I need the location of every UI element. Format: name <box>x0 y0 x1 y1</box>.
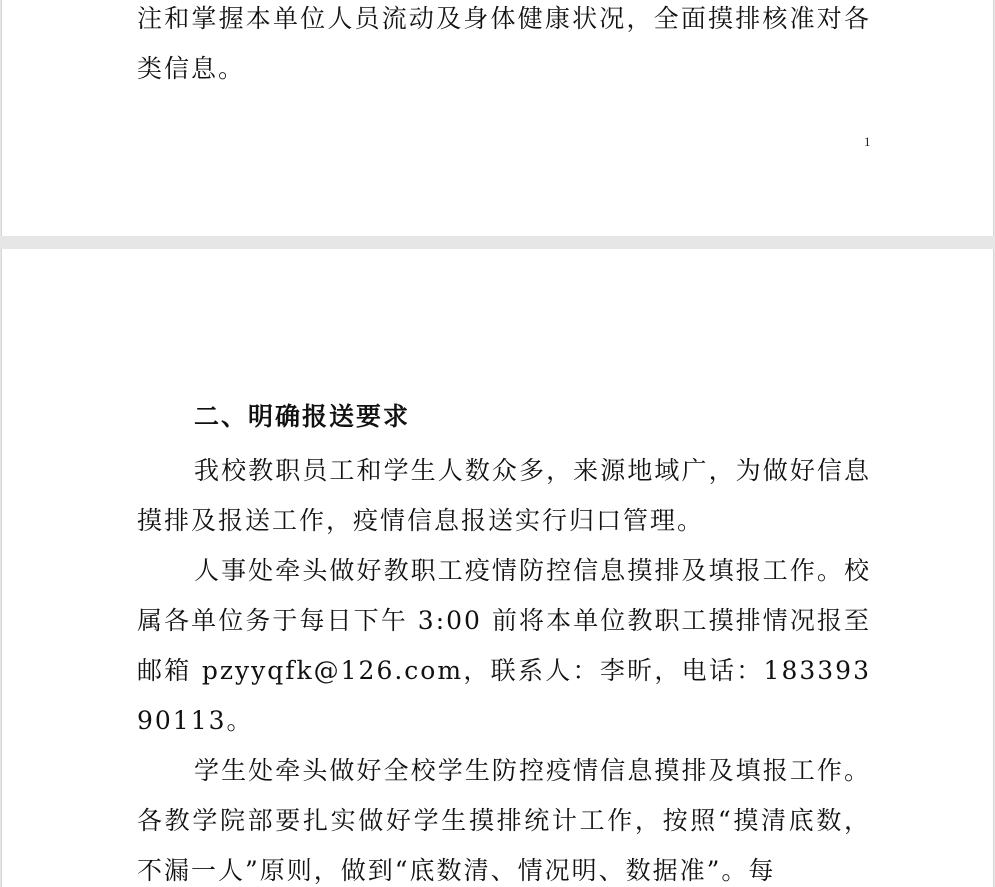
section-heading: 二、明确报送要求 <box>194 402 411 431</box>
paragraph-staff-reporting: 人事处牵头做好教职工疫情防控信息摸排及填报工作。校属各单位务于每日下午 3:00 前将本单位教职工摸排情况报至邮箱 pzyyqfk@126.com，联系人：李昕，电话：18339390113。 <box>137 556 871 735</box>
page-1 <box>1 0 994 236</box>
page-2 <box>1 249 994 887</box>
page-number: 1 <box>864 134 871 149</box>
page-1-continued-paragraph: 注和掌握本单位人员流动及身体健康状况，全面摸排核准对各类信息。 <box>137 4 871 83</box>
paragraph-reporting-overview: 我校教职员工和学生人数众多，来源地域广，为做好信息摸排及报送工作，疫情信息报送实行归口管理。 <box>137 456 871 535</box>
paragraph-student-reporting: 学生处牵头做好全校学生防控疫情信息摸排及填报工作。各教学院部要扎实做好学生摸排统计工作，按照“摸清底数，不漏一人”原则，做到“底数清、情况明、数据准”。每 <box>137 756 871 885</box>
